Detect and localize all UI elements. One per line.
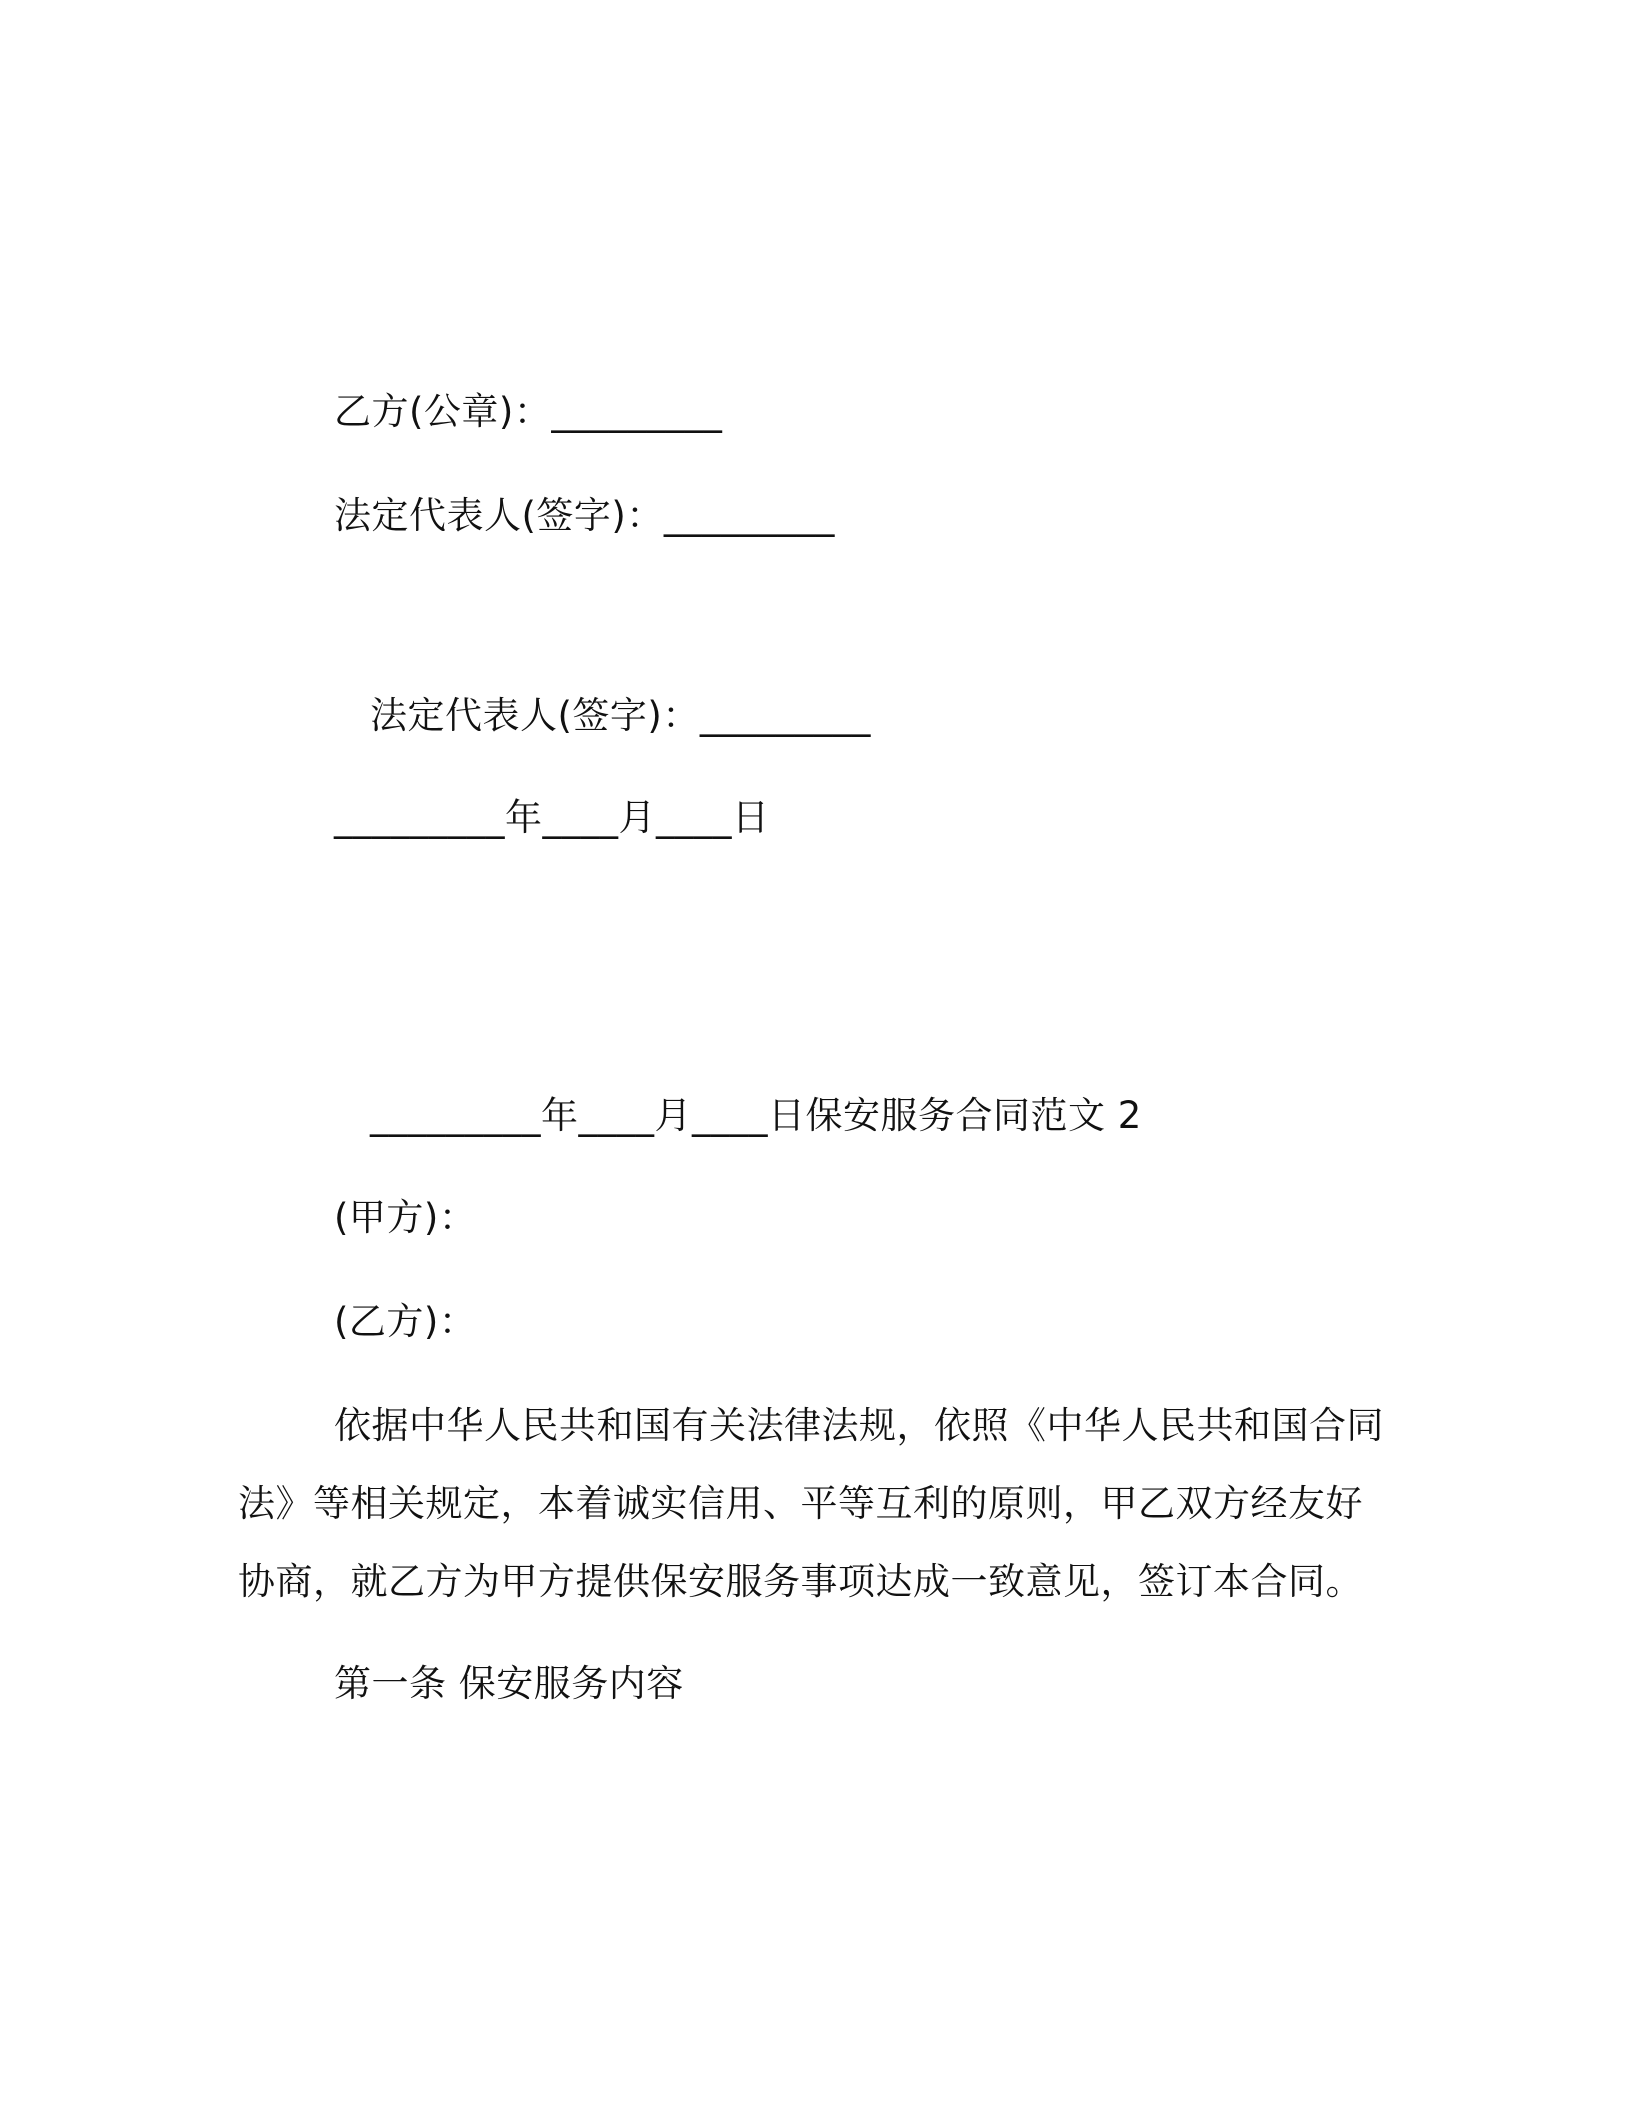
party-a-label: (甲方)： — [334, 1196, 477, 1239]
intro-paragraph-line-1: 依据中华人民共和国有关法律法规，依照《中华人民共和国合同 — [334, 1404, 1384, 1447]
date-line: _________年____月____日 — [334, 796, 770, 839]
intro-paragraph-line-3: 协商，就乙方为甲方提供保安服务事项达成一致意见，签订本合同。 — [238, 1560, 1363, 1603]
intro-paragraph-line-2: 法》等相关规定，本着诚实信用、平等互利的原则，甲乙双方经友好 — [238, 1482, 1363, 1525]
section-heading: 第一条 保安服务内容 — [334, 1662, 684, 1705]
date-and-contract-title-line: _________年____月____日保安服务合同范文 2 — [370, 1094, 1142, 1137]
party-b-label: (乙方)： — [334, 1300, 477, 1343]
legal-representative-signature-line: 法定代表人(签字)：_________ — [334, 494, 835, 537]
legal-representative-signature-line-2: 法定代表人(签字)：_________ — [370, 694, 871, 737]
party-b-seal-line: 乙方(公章)：_________ — [334, 390, 723, 433]
